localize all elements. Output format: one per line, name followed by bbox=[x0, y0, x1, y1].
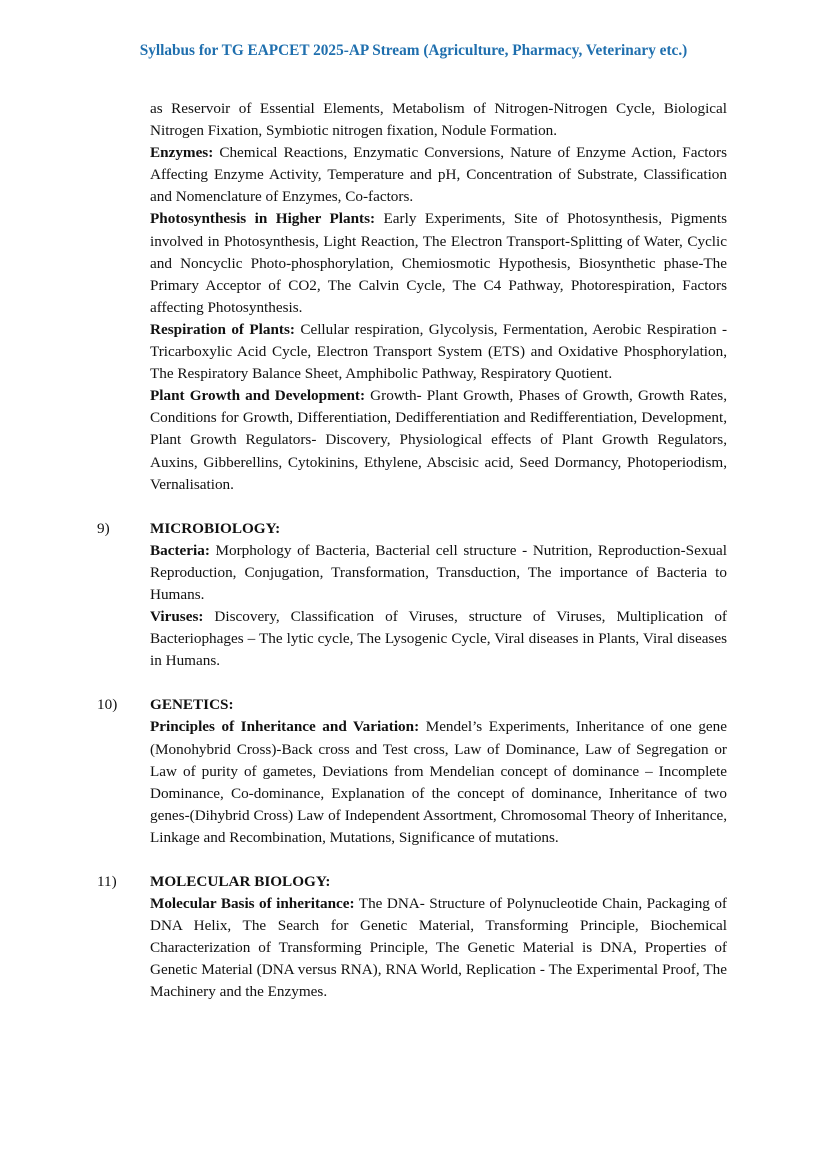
topic-heading: Enzymes: bbox=[150, 144, 214, 162]
topic-molecular-basis bbox=[150, 893, 727, 1003]
topic-text: Discovery, Classification of Viruses, structure of Viruses, Multiplication of Bacteriophages – The lytic cycle, The Lysogenic Cycle, Viral diseases in Plants, Viral diseases in Humans. bbox=[150, 608, 727, 670]
topic-text: Mendel’s Experiments, Inheritance of one gene (Monohybrid Cross)-Back cross and Test cross, Law of Dominance, Law of Segregation or Law of purity of gametes, Deviations from Mendelian concept of dominance – Incomplete Dominance, Co-dominance, Explanation of the concept of dominance, Inheritance of two genes-(Dihybrid Cross) Law of Independent Assortment, Chromosomal Theory of Inheritance, Linkage and Recombination, Mutations, Significance of mutations. bbox=[150, 718, 727, 846]
topic-heading: Molecular Basis of inheritance: bbox=[150, 895, 355, 913]
section-title: GENETICS: bbox=[150, 696, 234, 714]
topic-text: Early Experiments, Site of Photosynthesis, Pigments involved in Photosynthesis, Light Reaction, The Electron Transport-Splitting of Water, Cyclic and Noncyclic Photo-phosphorylation, Chemiosmotic Hypothesis, Biosynthetic phase-The Primary Acceptor of CO2, The Calvin Cycle, The C4 Pathway, Photorespiration, Factors affecting Photosynthesis. bbox=[150, 210, 727, 316]
topic-bacteria bbox=[150, 540, 727, 606]
topic-text: Cellular respiration, Glycolysis, Fermentation, Aerobic Respiration - Tricarboxylic Acid Cycle, Electron Transport System (ETS) and Oxidative Phosphorylation, The Respiratory Balance Sheet, Amphibolic Pathway, Respiratory Quotient. bbox=[150, 320, 727, 383]
topic-heading: Respiration of Plants: bbox=[150, 320, 295, 338]
topic-plant-growth bbox=[150, 385, 727, 495]
page-header-title: Syllabus for TG EAPCET 2025-AP Stream (Agriculture, Pharmacy, Veterinary etc.) bbox=[139, 42, 688, 59]
topic-photosynthesis bbox=[150, 208, 727, 318]
topic-text: Morphology of Bacteria, Bacterial cell structure - Nutrition, Reproduction-Sexual Reproduction, Conjugation, Transformation, Transduction, The importance of Bacteria to Humans. bbox=[150, 541, 727, 603]
section-genetics bbox=[97, 694, 727, 849]
topic-text: Chemical Reactions, Enzymatic Conversions, Nature of Enzyme Action, Factors Affecting Enzyme Activity, Temperature and pH, Concentration of Substrate, Classification and Nomenclature of Enzymes, Co-factors. bbox=[150, 144, 727, 206]
syllabus-content bbox=[97, 98, 727, 1004]
section-number: 9) bbox=[97, 519, 110, 537]
topic-inheritance bbox=[150, 716, 727, 849]
section-number: 10) bbox=[97, 696, 118, 714]
section-microbiology bbox=[97, 518, 727, 673]
topic-heading: Bacteria: bbox=[150, 541, 210, 559]
section-molecular-biology bbox=[97, 871, 727, 1004]
intro-continuation: as Reservoir of Essential Elements, Metabolism of Nitrogen-Nitrogen Cycle, Biological Nitrogen Fixation, Symbiotic nitrogen fixation, Nodule Formation. bbox=[150, 100, 727, 140]
topic-enzymes bbox=[150, 142, 727, 208]
topic-heading: Viruses: bbox=[150, 608, 204, 626]
topic-viruses bbox=[150, 606, 727, 672]
topic-heading: Plant Growth and Development: bbox=[150, 387, 366, 405]
section-title: MICROBIOLOGY: bbox=[150, 519, 281, 537]
topic-heading: Principles of Inheritance and Variation: bbox=[150, 718, 420, 736]
topic-text: The DNA- Structure of Polynucleotide Chain, Packaging of DNA Helix, The Search for Genetic Material, Transforming Principle, Biochemical Characterization of Transforming Principle, The Genetic Material is DNA, Properties of Genetic Material (DNA versus RNA), RNA World, Replication - The Experimental Proof, The Machinery and the Enzymes. bbox=[150, 895, 727, 1001]
section-number: 11) bbox=[97, 873, 117, 890]
topic-respiration bbox=[150, 319, 727, 385]
topic-heading: Photosynthesis in Higher Plants: bbox=[150, 210, 376, 228]
section-title: MOLECULAR BIOLOGY: bbox=[150, 873, 331, 890]
topic-text: Growth- Plant Growth, Phases of Growth, Growth Rates, Conditions for Growth, Differentiation, Dedifferentiation and Redifferentiation, Development, Plant Growth Regulators- Discovery, Physiological effects of Plant Growth Regulators, Auxins, Gibberellins, Cytokinins, Ethylene, Abscisic acid, Seed Dormancy, Photoperiodism, Vernalisation. bbox=[150, 387, 727, 493]
